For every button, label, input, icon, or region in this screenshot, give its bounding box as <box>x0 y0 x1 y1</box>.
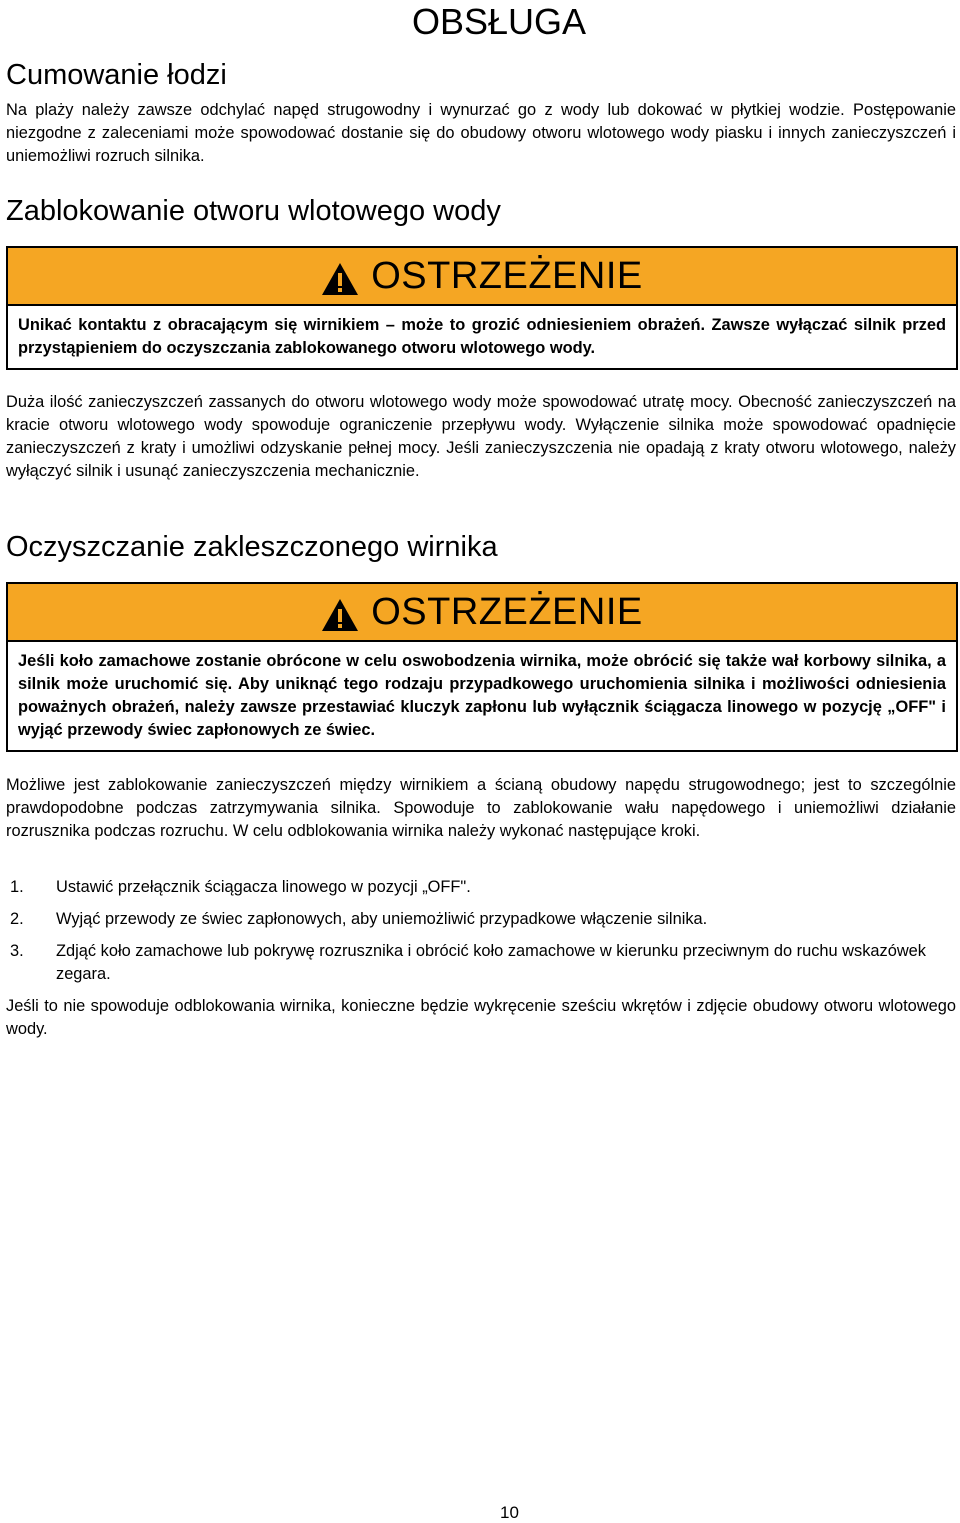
warning-triangle-icon <box>321 598 359 632</box>
impeller-intro-paragraph: Możliwe jest zablokowanie zanieczyszczeń między wirnikiem a ścianą obudowy napędu strugowodnego; jest to szczególnie prawdopodobne podczas zatrzymywania silnika. Spowoduje to zablokowanie wału napędowego i uniemożliwi działanie rozrusznika podczas rozruchu. W celu odblokowania wirnika należy wykonać następujące kroki. <box>6 776 956 840</box>
warning-box-impeller <box>6 582 958 752</box>
warning-text: Unikać kontaktu z obracającym się wirnikiem – może to grozić odniesieniem obrażeń. Zawsze wyłączać silnik przed przystąpieniem do oczyszczania zablokowanego otworu wlotowego wody. <box>18 316 946 357</box>
section-title-impeller-jam: Oczyszczanie zakleszczonego wirnika <box>6 531 498 563</box>
step-text: Zdjąć koło zamachowe lub pokrywę rozrusznika i obrócić koło zamachowe w kierunku przeciwnym do ruchu wskazówek zegara. <box>56 942 926 983</box>
warning-signal-word: OSTRZEŻENIE <box>371 591 643 633</box>
step-number: 1. <box>10 878 24 896</box>
step-number: 3. <box>10 942 24 960</box>
warning-header <box>8 584 956 642</box>
warning-signal-word: OSTRZEŻENIE <box>371 255 643 297</box>
mooring-paragraph: Na plaży należy zawsze odchylać napęd strugowodny i wynurzać go z wody lub dokować w płytkiej wodzie. Postępowanie niezgodne z zaleceniami może spowodować dostanie się do obudowy otworu wlotowego wody piasku i innych zanieczyszczeń i uniemożliwi rozruch silnika. <box>6 101 956 165</box>
warning-text: Jeśli koło zamachowe zostanie obrócone w celu oswobodzenia wirnika, może obrócić się także wał korbowy silnika, a silnik może uruchomić się. Aby uniknąć tego rodzaju przypadkowego uruchomienia silnika i możliwości odniesienia poważnych obrażeń, należy zawsze przestawiać kluczyk zapłonu lub wyłącznik ściągacza linowego w pozycję „OFF" i wyjąć przewody świec zapłonowych ze świec. <box>18 652 946 739</box>
steps-list <box>6 876 956 995</box>
list-item <box>6 876 956 899</box>
step-text: Ustawić przełącznik ściągacza linowego w pozycji „OFF". <box>56 878 471 896</box>
warning-box-intake <box>6 246 958 370</box>
section-title-mooring: Cumowanie łodzi <box>6 59 227 91</box>
section-title-intake-blocked: Zablokowanie otworu wlotowego wody <box>6 195 501 227</box>
page-number: 10 <box>500 1503 519 1522</box>
step-number: 2. <box>10 910 24 928</box>
chapter-title: OBSŁUGA <box>412 1 587 42</box>
step-text: Wyjąć przewody ze świec zapłonowych, aby uniemożliwić przypadkowe włączenie silnika. <box>56 910 708 928</box>
intake-paragraph: Duża ilość zanieczyszczeń zassanych do otworu wlotowego wody może spowodować utratę mocy. Obecność zanieczyszczeń na kracie otworu wlotowego wody spowoduje ograniczenie przepływu wody. Wyłączenie silnika może spowodować opadnięcie zanieczyszczeń z kraty i umożliwi odzyskanie pełnej mocy. Jeśli zanieczyszczenia nie opadają z kraty otworu wlotowego, należy wyłączyć silnik i usunąć zanieczyszczenia mechanicznie. <box>6 393 956 480</box>
list-item <box>6 908 956 931</box>
impeller-outro-paragraph: Jeśli to nie spowoduje odblokowania wirnika, konieczne będzie wykręcenie sześciu wkrętów i zdjęcie obudowy otworu wlotowego wody. <box>6 997 956 1038</box>
warning-header <box>8 248 956 306</box>
warning-triangle-icon <box>321 262 359 296</box>
list-item <box>6 940 956 986</box>
